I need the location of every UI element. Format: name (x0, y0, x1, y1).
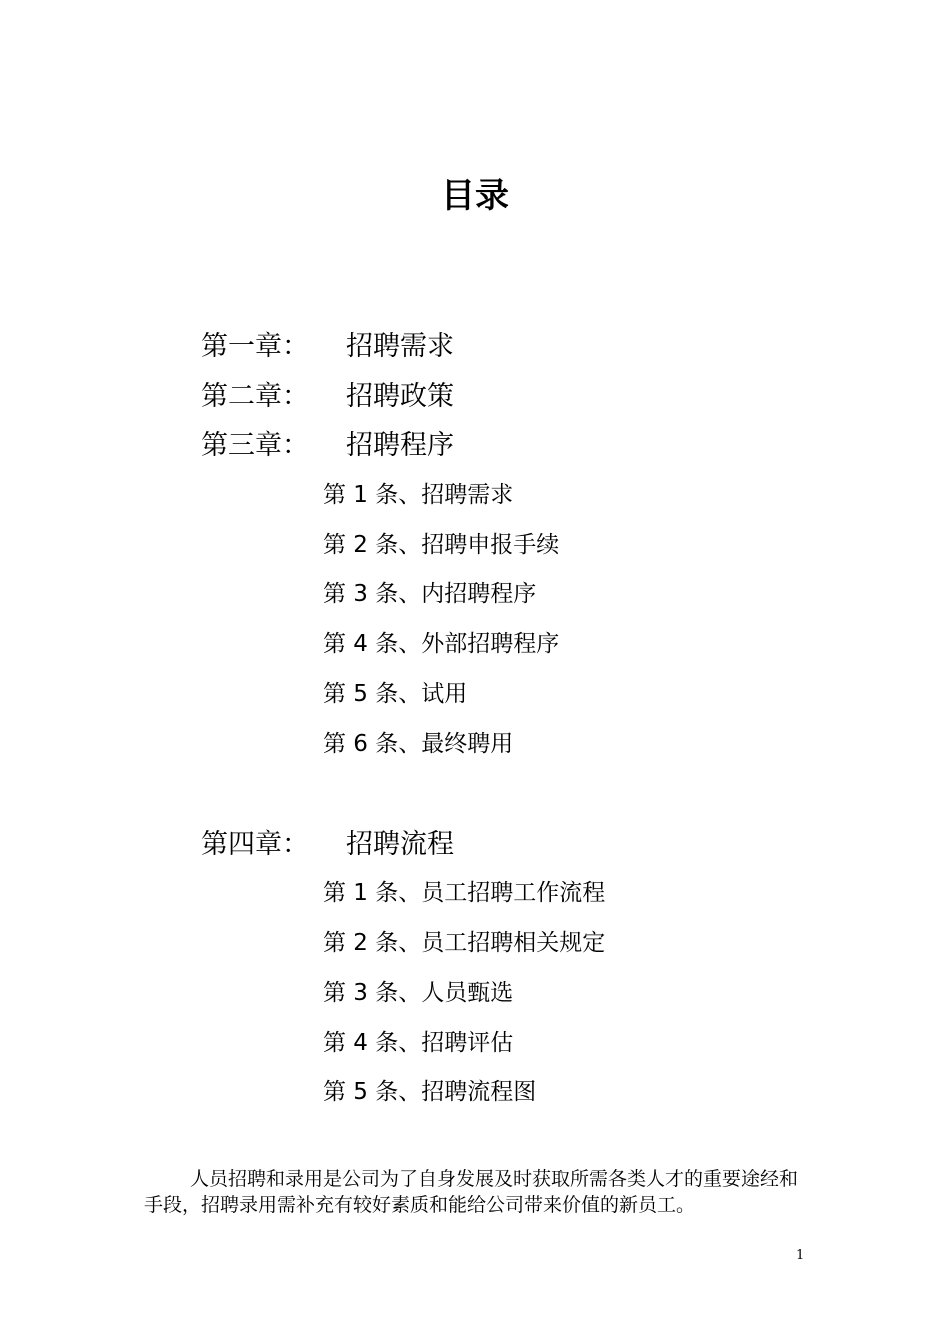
toc-article-3-2[interactable]: 第 2 条、招聘申报手续 (323, 532, 560, 558)
toc-article-4-1[interactable]: 第 1 条、员工招聘工作流程 (323, 880, 606, 906)
chapter-number: 第三章： (201, 430, 309, 461)
toc-article-3-5[interactable]: 第 5 条、试用 (323, 681, 468, 707)
chapter-name: 招聘程序 (346, 430, 454, 461)
toc-chapter-1[interactable] (201, 329, 454, 365)
toc-chapter-2[interactable] (201, 379, 454, 415)
intro-paragraph: 人员招聘和录用是公司为了自身发展及时获取所需各类人才的重要途经和手段，招聘录用需补充有较好素质和能给公司带来价值的新员工。 (144, 1168, 799, 1216)
chapter-name: 招聘需求 (346, 331, 454, 362)
toc-chapter-4[interactable] (201, 827, 454, 863)
toc-article-3-4[interactable]: 第 4 条、外部招聘程序 (323, 631, 560, 657)
toc-article-4-4[interactable]: 第 4 条、招聘评估 (323, 1030, 514, 1056)
page-title: 目录 (441, 176, 509, 216)
chapter-name: 招聘流程 (346, 829, 454, 860)
chapter-number: 第四章： (201, 829, 309, 860)
toc-article-4-3[interactable]: 第 3 条、人员甄选 (323, 980, 514, 1006)
toc-article-4-2[interactable]: 第 2 条、员工招聘相关规定 (323, 930, 606, 956)
toc-article-4-5[interactable]: 第 5 条、招聘流程图 (323, 1079, 537, 1105)
toc-article-3-3[interactable]: 第 3 条、内招聘程序 (323, 581, 537, 607)
page-number: 1 (796, 1248, 805, 1263)
chapter-name: 招聘政策 (346, 381, 454, 412)
toc-article-3-1[interactable]: 第 1 条、招聘需求 (323, 482, 514, 508)
toc-chapter-3[interactable] (201, 428, 454, 464)
chapter-number: 第一章： (201, 331, 309, 362)
toc-article-3-6[interactable]: 第 6 条、最终聘用 (323, 731, 514, 757)
chapter-number: 第二章： (201, 381, 309, 412)
